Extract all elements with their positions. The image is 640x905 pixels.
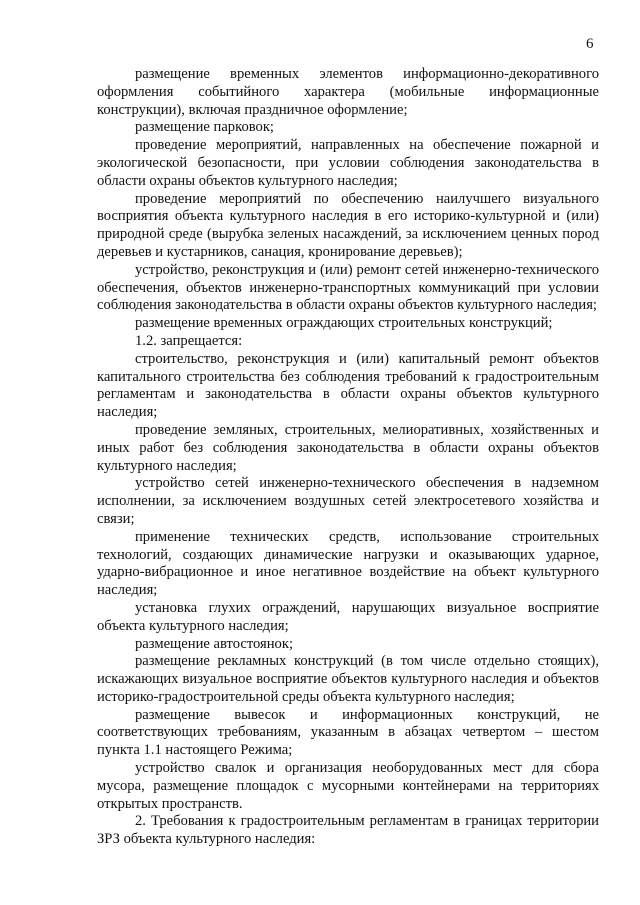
- paragraph: размещение временных ограждающих строительных конструкций;: [135, 315, 553, 332]
- paragraph: размещение рекламных конструкций (в том числе отдельно стоящих), искажающих визуальное восприятие объектов культурного наследия и объектов историко-градостроительной среды объекта культурного наследия;: [97, 653, 599, 705]
- paragraph: проведение земляных, строительных, мелиоративных, хозяйственных и иных работ без соблюдения законодательства в области охраны объектов культурного наследия;: [97, 421, 599, 474]
- page-number: 6: [586, 36, 594, 52]
- paragraph: устройство сетей инженерно-технического обеспечения в надземном исполнении, за исключением воздушных сетей электросетевого хозяйства и связи;: [97, 475, 599, 527]
- section-heading: 1.2. запрещается:: [135, 332, 243, 349]
- paragraph: строительство, реконструкция и (или) капитальный ремонт объектов капитального строительства без соблюдения требований к градостроительным регламентам и законодательства в области охраны объектов культурного наследия;: [97, 350, 599, 421]
- paragraph: размещение временных элементов информационно-декоративного оформления событийного характера (мобильные информационные конструкции), включая праздничное оформление;: [97, 66, 599, 118]
- paragraph: установка глухих ограждений, нарушающих визуальное восприятие объекта культурного наследия;: [97, 599, 599, 634]
- paragraph: размещение вывесок и информационных конструкций, не соответствующих требованиям, указанным в абзацах четвертом – шестом пункта 1.1 настоящего Режима;: [97, 706, 599, 759]
- paragraph: применение технических средств, использование строительных технологий, создающих динамические нагрузки и оказывающих ударное, ударно-вибрационное и иное негативное воздействие на объект культурного наследия;: [97, 528, 599, 599]
- section-heading: 2. Требования к градостроительным регламентам в границах территории ЗРЗ объекта культурного наследия:: [97, 813, 599, 848]
- paragraph: устройство, реконструкция и (или) ремонт сетей инженерно-технического обеспечения, объектов инженерно-транспортных коммуникаций при условии соблюдения законодательства в области охраны объектов культурного наследия;: [97, 261, 599, 314]
- paragraph: устройство свалок и организация необорудованных мест для сбора мусора, размещение площадок с мусорными контейнерами на территориях открытых пространств.: [97, 760, 599, 812]
- document-body: [97, 66, 599, 849]
- paragraph: проведение мероприятий по обеспечению наилучшего визуального восприятия объекта культурного наследия в его историко-культурной и (или) природной среде (вырубка зеленых насаждений, за исключением ценных пород деревьев и кустарников, санация, кронирование деревьев);: [97, 190, 599, 260]
- paragraph: размещение парковок;: [135, 119, 274, 136]
- paragraph: размещение автостоянок;: [135, 635, 294, 652]
- paragraph: проведение мероприятий, направленных на обеспечение пожарной и экологической безопасности, при условии соблюдения законодательства в области охраны объектов культурного наследия;: [97, 137, 599, 189]
